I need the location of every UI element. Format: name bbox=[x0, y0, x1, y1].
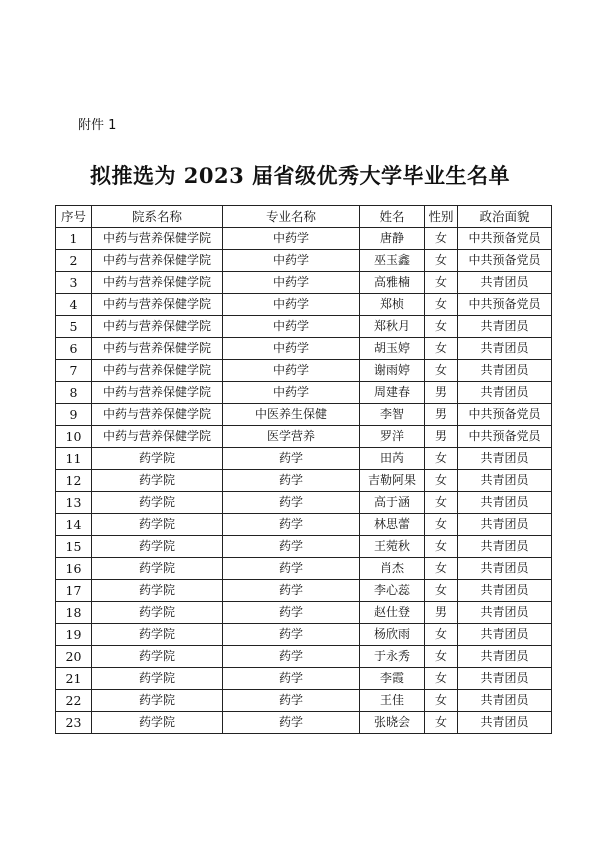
cell-department: 中药与营养保健学院 bbox=[92, 404, 223, 426]
table-row bbox=[56, 382, 552, 404]
cell-gender: 男 bbox=[425, 426, 458, 448]
table-row bbox=[56, 712, 552, 734]
cell-political-status: 共青团员 bbox=[458, 338, 552, 360]
cell-name: 郑桢 bbox=[360, 294, 425, 316]
cell-gender: 女 bbox=[425, 294, 458, 316]
cell-gender: 女 bbox=[425, 712, 458, 734]
cell-political-status: 共青团员 bbox=[458, 316, 552, 338]
cell-gender: 女 bbox=[425, 514, 458, 536]
cell-political-status: 共青团员 bbox=[458, 646, 552, 668]
cell-major: 中药学 bbox=[223, 360, 360, 382]
cell-name: 高于涵 bbox=[360, 492, 425, 514]
cell-gender: 女 bbox=[425, 580, 458, 602]
cell-department: 中药与营养保健学院 bbox=[92, 228, 223, 250]
cell-political-status: 共青团员 bbox=[458, 690, 552, 712]
cell-political-status: 共青团员 bbox=[458, 558, 552, 580]
cell-department: 中药与营养保健学院 bbox=[92, 294, 223, 316]
cell-gender: 女 bbox=[425, 250, 458, 272]
cell-name: 李心蕊 bbox=[360, 580, 425, 602]
cell-department: 中药与营养保健学院 bbox=[92, 382, 223, 404]
table-body bbox=[56, 228, 552, 734]
cell-serial-number: 5 bbox=[56, 316, 92, 338]
cell-department: 药学院 bbox=[92, 580, 223, 602]
cell-political-status: 共青团员 bbox=[458, 602, 552, 624]
cell-major: 中药学 bbox=[223, 316, 360, 338]
cell-political-status: 共青团员 bbox=[458, 492, 552, 514]
cell-serial-number: 17 bbox=[56, 580, 92, 602]
cell-name: 王佳 bbox=[360, 690, 425, 712]
header-gender: 性别 bbox=[425, 206, 458, 228]
cell-name: 李霞 bbox=[360, 668, 425, 690]
cell-gender: 女 bbox=[425, 558, 458, 580]
cell-serial-number: 20 bbox=[56, 646, 92, 668]
cell-major: 药学 bbox=[223, 646, 360, 668]
cell-political-status: 共青团员 bbox=[458, 668, 552, 690]
cell-serial-number: 8 bbox=[56, 382, 92, 404]
cell-name: 巫玉鑫 bbox=[360, 250, 425, 272]
cell-name: 张晓会 bbox=[360, 712, 425, 734]
table-row bbox=[56, 272, 552, 294]
table-row bbox=[56, 668, 552, 690]
cell-name: 肖杰 bbox=[360, 558, 425, 580]
cell-department: 中药与营养保健学院 bbox=[92, 360, 223, 382]
cell-serial-number: 18 bbox=[56, 602, 92, 624]
cell-gender: 女 bbox=[425, 624, 458, 646]
cell-department: 药学院 bbox=[92, 602, 223, 624]
cell-political-status: 共青团员 bbox=[458, 470, 552, 492]
cell-department: 药学院 bbox=[92, 514, 223, 536]
table-row bbox=[56, 646, 552, 668]
cell-major: 药学 bbox=[223, 602, 360, 624]
cell-political-status: 共青团员 bbox=[458, 382, 552, 404]
cell-political-status: 共青团员 bbox=[458, 448, 552, 470]
cell-name: 唐静 bbox=[360, 228, 425, 250]
cell-department: 中药与营养保健学院 bbox=[92, 250, 223, 272]
cell-department: 药学院 bbox=[92, 470, 223, 492]
cell-gender: 女 bbox=[425, 668, 458, 690]
table-header-row bbox=[56, 206, 552, 228]
cell-political-status: 中共预备党员 bbox=[458, 250, 552, 272]
cell-major: 中药学 bbox=[223, 250, 360, 272]
cell-gender: 女 bbox=[425, 448, 458, 470]
cell-gender: 女 bbox=[425, 316, 458, 338]
cell-serial-number: 16 bbox=[56, 558, 92, 580]
cell-major: 中药学 bbox=[223, 382, 360, 404]
cell-department: 药学院 bbox=[92, 668, 223, 690]
cell-major: 药学 bbox=[223, 712, 360, 734]
header-department: 院系名称 bbox=[92, 206, 223, 228]
header-name: 姓名 bbox=[360, 206, 425, 228]
cell-serial-number: 2 bbox=[56, 250, 92, 272]
cell-major: 药学 bbox=[223, 514, 360, 536]
table-row bbox=[56, 624, 552, 646]
cell-name: 胡玉婷 bbox=[360, 338, 425, 360]
cell-major: 中医养生保健 bbox=[223, 404, 360, 426]
cell-name: 谢雨婷 bbox=[360, 360, 425, 382]
cell-serial-number: 22 bbox=[56, 690, 92, 712]
cell-serial-number: 15 bbox=[56, 536, 92, 558]
cell-major: 医学营养 bbox=[223, 426, 360, 448]
table-row bbox=[56, 602, 552, 624]
cell-gender: 女 bbox=[425, 338, 458, 360]
cell-gender: 女 bbox=[425, 228, 458, 250]
cell-serial-number: 14 bbox=[56, 514, 92, 536]
cell-major: 药学 bbox=[223, 536, 360, 558]
cell-gender: 男 bbox=[425, 382, 458, 404]
table-row bbox=[56, 536, 552, 558]
cell-gender: 女 bbox=[425, 360, 458, 382]
table-row bbox=[56, 404, 552, 426]
attachment-label: 附件 1 bbox=[78, 118, 117, 133]
table-row bbox=[56, 580, 552, 602]
cell-department: 药学院 bbox=[92, 646, 223, 668]
cell-department: 中药与营养保健学院 bbox=[92, 426, 223, 448]
cell-name: 赵仕登 bbox=[360, 602, 425, 624]
cell-serial-number: 9 bbox=[56, 404, 92, 426]
cell-name: 郑秋月 bbox=[360, 316, 425, 338]
cell-major: 中药学 bbox=[223, 228, 360, 250]
table-row bbox=[56, 514, 552, 536]
table-row bbox=[56, 228, 552, 250]
cell-name: 高雅楠 bbox=[360, 272, 425, 294]
table-row bbox=[56, 294, 552, 316]
cell-major: 中药学 bbox=[223, 272, 360, 294]
cell-gender: 女 bbox=[425, 536, 458, 558]
table-row bbox=[56, 360, 552, 382]
header-serial-number: 序号 bbox=[56, 206, 92, 228]
cell-major: 药学 bbox=[223, 448, 360, 470]
cell-department: 药学院 bbox=[92, 448, 223, 470]
cell-name: 于永秀 bbox=[360, 646, 425, 668]
cell-political-status: 中共预备党员 bbox=[458, 426, 552, 448]
cell-political-status: 共青团员 bbox=[458, 624, 552, 646]
cell-gender: 女 bbox=[425, 272, 458, 294]
cell-department: 药学院 bbox=[92, 690, 223, 712]
cell-serial-number: 23 bbox=[56, 712, 92, 734]
cell-political-status: 共青团员 bbox=[458, 712, 552, 734]
cell-serial-number: 1 bbox=[56, 228, 92, 250]
cell-name: 罗洋 bbox=[360, 426, 425, 448]
cell-serial-number: 12 bbox=[56, 470, 92, 492]
cell-serial-number: 6 bbox=[56, 338, 92, 360]
cell-serial-number: 3 bbox=[56, 272, 92, 294]
cell-serial-number: 11 bbox=[56, 448, 92, 470]
cell-serial-number: 21 bbox=[56, 668, 92, 690]
cell-gender: 男 bbox=[425, 602, 458, 624]
cell-department: 药学院 bbox=[92, 712, 223, 734]
cell-department: 中药与营养保健学院 bbox=[92, 316, 223, 338]
cell-name: 田芮 bbox=[360, 448, 425, 470]
cell-department: 药学院 bbox=[92, 492, 223, 514]
cell-serial-number: 4 bbox=[56, 294, 92, 316]
table-row bbox=[56, 338, 552, 360]
cell-major: 药学 bbox=[223, 690, 360, 712]
cell-major: 药学 bbox=[223, 624, 360, 646]
cell-gender: 女 bbox=[425, 470, 458, 492]
table-row bbox=[56, 470, 552, 492]
cell-major: 中药学 bbox=[223, 294, 360, 316]
cell-gender: 女 bbox=[425, 492, 458, 514]
cell-gender: 男 bbox=[425, 404, 458, 426]
cell-name: 林思蕾 bbox=[360, 514, 425, 536]
cell-serial-number: 19 bbox=[56, 624, 92, 646]
cell-department: 药学院 bbox=[92, 558, 223, 580]
table-row bbox=[56, 558, 552, 580]
cell-political-status: 中共预备党员 bbox=[458, 294, 552, 316]
table-row bbox=[56, 316, 552, 338]
graduate-roster-table bbox=[55, 205, 552, 734]
cell-name: 王菀秋 bbox=[360, 536, 425, 558]
table-row bbox=[56, 426, 552, 448]
cell-major: 药学 bbox=[223, 470, 360, 492]
cell-serial-number: 10 bbox=[56, 426, 92, 448]
cell-name: 吉勒阿果 bbox=[360, 470, 425, 492]
cell-major: 中药学 bbox=[223, 338, 360, 360]
cell-department: 药学院 bbox=[92, 624, 223, 646]
cell-political-status: 共青团员 bbox=[458, 360, 552, 382]
cell-major: 药学 bbox=[223, 668, 360, 690]
table-row bbox=[56, 492, 552, 514]
cell-name: 周建春 bbox=[360, 382, 425, 404]
header-political-status: 政治面貌 bbox=[458, 206, 552, 228]
cell-major: 药学 bbox=[223, 492, 360, 514]
table-row bbox=[56, 250, 552, 272]
header-major: 专业名称 bbox=[223, 206, 360, 228]
cell-department: 药学院 bbox=[92, 536, 223, 558]
cell-department: 中药与营养保健学院 bbox=[92, 338, 223, 360]
table-row bbox=[56, 448, 552, 470]
cell-gender: 女 bbox=[425, 646, 458, 668]
cell-serial-number: 7 bbox=[56, 360, 92, 382]
cell-political-status: 中共预备党员 bbox=[458, 228, 552, 250]
cell-name: 李智 bbox=[360, 404, 425, 426]
cell-name: 杨欣雨 bbox=[360, 624, 425, 646]
cell-political-status: 共青团员 bbox=[458, 272, 552, 294]
cell-political-status: 中共预备党员 bbox=[458, 404, 552, 426]
cell-political-status: 共青团员 bbox=[458, 536, 552, 558]
cell-major: 药学 bbox=[223, 580, 360, 602]
cell-department: 中药与营养保健学院 bbox=[92, 272, 223, 294]
table-row bbox=[56, 690, 552, 712]
cell-serial-number: 13 bbox=[56, 492, 92, 514]
cell-political-status: 共青团员 bbox=[458, 580, 552, 602]
cell-major: 药学 bbox=[223, 558, 360, 580]
cell-political-status: 共青团员 bbox=[458, 514, 552, 536]
cell-gender: 女 bbox=[425, 690, 458, 712]
document-title: 拟推选为 2023 届省级优秀大学毕业生名单 bbox=[89, 163, 511, 188]
